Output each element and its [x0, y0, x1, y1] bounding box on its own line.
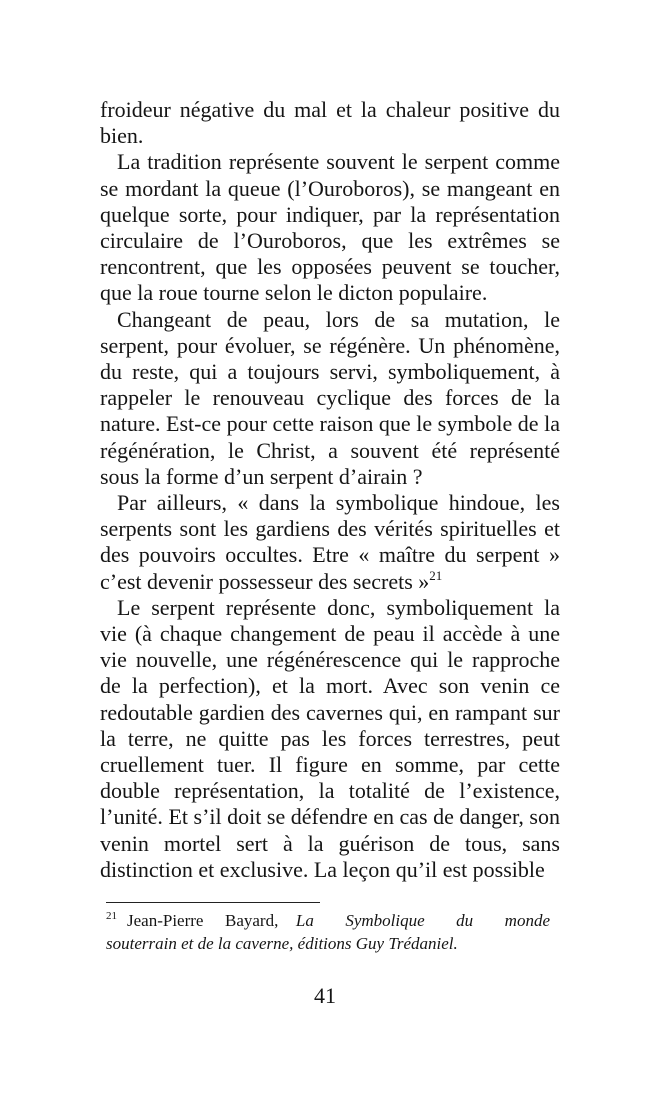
footnote-divider [106, 902, 320, 903]
page-number: 41 [314, 983, 336, 1008]
paragraph-5: Le serpent représente donc, symboliquement la vie (à chaque changement de peau il accède à une vie nouvelle, une régénérescence qui le rapproche de la perfection), et la mort. Avec son venin ce redoutable gardien des cavernes qui, en rampant sur la terre, ne quitte pas les forces terrestres, peut cruellement tuer. Il figure en somme, par cette double représentation, la totalité de l’existence, l’unité. Et s’il doit se défendre en cas de danger, son venin mortel sert à la guérison de tous, sans distinction et exclusive. La leçon qu’il est possible [100, 594, 560, 882]
footnote-reference: 21 [429, 567, 443, 583]
paragraph-4-text: Par ailleurs, « dans la symbolique hindoue, les serpents sont les gardiens des vérités spirituelles et des pouvoirs occultes. Etre « maître du serpent » c’est devenir possesseur des secrets » [100, 490, 560, 594]
paragraph-2: La tradition représente souvent le serpent comme se mordant la queue (l’Ouroboros), se mangeant en quelque sorte, pour indiquer, par la représentation circulaire de l’Ouroboros, que les extrêmes se rencontrent, que les opposées peuvent se toucher, que la roue tourne selon le dicton populaire. [100, 149, 560, 306]
paragraph-3: Changeant de peau, lors de sa mutation, le serpent, pour évoluer, se régénère. Un phénomène, du reste, qui a toujours servi, symboliquement, à rappeler le renouveau cyclique des forces de la nature. Est-ce pour cette raison que le symbole de la régénération, le Christ, a souvent été représenté sous la forme d’un serpent d’airain ? [100, 306, 560, 489]
footnote-title-continued: souterrain et de la caverne, éditions Guy Trédaniel. [106, 934, 458, 953]
paragraph-4 [100, 490, 560, 595]
footnote [106, 909, 550, 955]
footnote-author: Jean-Pierre Bayard, [127, 911, 279, 930]
paragraph-1: froideur négative du mal et la chaleur positive du bien. [100, 97, 560, 149]
footnote-title: La Symbolique du monde [295, 911, 551, 930]
main-text [100, 97, 560, 883]
footnote-number: 21 [106, 910, 117, 922]
